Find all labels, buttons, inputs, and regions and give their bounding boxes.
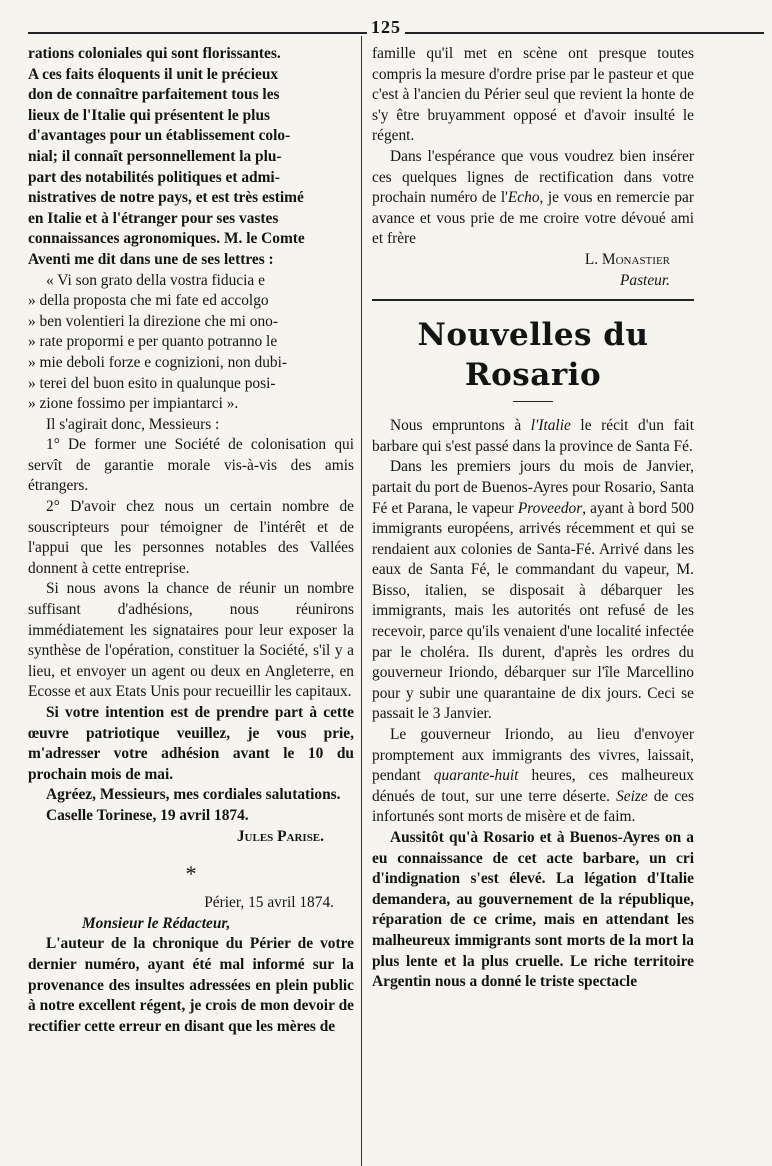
left-paragraph-5: Si nous avons la chance de réunir un nombre suffisant d'adhésions, nous réunirons immédiatement les signataires pour leur exposer la synthèse de l'opération, constituer la Société, s'il y a lieu, et envoyer un agent ou deux en Angleterre, en Ecosse et aux Etats Unis pour recueillir les capitaux. [28,580,354,701]
rosario-paragraph-3: Le gouverneur Iriondo, au lieu d'envoyer promptement aux immigrants des vivres, laissait, pendant quarante-huit heures, ces malheureux dénués de tout, sur une terre déserte. Seize de ces infortunés sont morts de misère et de faim. [372,726,695,826]
left-paragraph-4: 2° D'avoir chez nous un certain nombre de souscripteurs pour témoigner de l'intérêt et de l'appui que les personnes notables des Vallées donnent à cette entreprise. [28,498,354,577]
left-paragraph-8: L'auteur de la chronique du Périer de votre dernier numéro, ayant été mal informé sur la provenance des insultes adressées en plein public à notre excellent régent, je crois de mon devoir de rectifier cette erreur en disant que les mères de [28,935,354,1035]
letter-dateline: Périer, 15 avril 1874. [204,894,334,912]
left-paragraph-2: Il s'agirait donc, Messieurs : [46,415,220,433]
left-paragraph-1: rations coloniales qui sont florissantes. A ces faits éloquents il unit le précieux don de connaître parfaitement tous les lieux de l'Italie qui présentent le plus d'avantages pour un établissement colo- nial; il connaît personnellement la plu- part des notabilités politiques et admi- nistratives de notre pays, et est très estimé en Italie et à l'étranger pour ses vastes connaissances agronomiques. M. le Comte Aventi me dit dans une de ses lettres : [28,45,305,268]
signature-monastier: L. Monastier [584,250,670,268]
rosario-paragraph-1: Nous empruntons à l'Italie le récit d'un fait barbare qui s'est passé dans la province de Santa Fé. [372,417,694,455]
left-paragraph-6: Si votre intention est de prendre part à cette œuvre patriotique veuillez, je vous prie, m'adresser votre adhésion avant le 10 du prochain mois de mai. [28,704,354,783]
separator-star: * [185,861,197,887]
title-dash [513,401,553,402]
italian-quotation: « Vi son grato della vostra fiducia e » della proposta che mi fate ed accolgo » ben volentieri la direzione che mi ono- » rate propormi e per quanto potranno le » mie deboli forze e cognizioni, non dubi- » terei del buon esito in qualunque posi- » zione fossimo per impiantarci ». [28,271,288,413]
letter-salutation: Monsieur le Rédacteur, [82,914,231,932]
right-column [372,44,694,993]
left-column [28,44,354,1037]
section-title: Nouvelles du Rosario [417,317,649,394]
left-paragraph-3: 1° De former une Société de colonisation qui servît de garantie morale vis-à-vis des amis étrangers. [28,436,354,495]
page-number: 125 [0,17,772,38]
rosario-paragraph-4: Aussitôt qu'à Rosario et à Buenos-Ayres on a eu connaissance de cet acte barbare, un cri d'indignation s'est élevé. La légation d'Italie demandera, au gouvernement de la république, réparation de ce crime, mais en attendant les malheureux immigrants sont morts de la mort la plus lente et la plus cruelle. Le riche territoire Argentin nous a donné le triste spectacle [372,829,694,991]
dateline: Caselle Torinese, 19 avril 1874. [46,806,249,824]
right-paragraph-2: Dans l'espérance que vous voudrez bien insérer ces quelques lignes de rectification dans votre prochain numéro de l'Echo, je vous en remercie par avance et vous prie de me croire votre dévoué ami et frère [372,147,694,248]
rosario-paragraph-2: Dans les premiers jours du mois de Janvier, partait du port de Buenos-Ayres pour Rosario, Santa Fé et Parana, le vapeur Proveedor, ayant à bord 500 immigrants européens, arrivés récemment et qui se rendaient aux colonies de Santa-Fé. Arrivé dans les eaux de Santa Fé, le commandant du vapeur, M. Bisso, italien, se disposait à débarquer les immigrants, mais les autorités ont refusé de les recevoir, parce qu'ils venaient d'une localité infectée par le choléra. Ils durent, d'après les ordres du gouverneur Iriondo, débarquer sur l'île Marcellino pour y subir une quarantaine de dix jours. Ceci se passait le 3 Janvier. [372,458,694,723]
section-rule [372,299,694,301]
column-divider [361,36,362,1166]
left-paragraph-7: Agréez, Messieurs, mes cordiales salutations. [46,786,341,804]
signature-title: Pasteur. [619,271,670,289]
right-paragraph-1: famille qu'il met en scène ont presque toutes compris la mesure d'ordre prise par le pasteur et que c'est à l'ancien du Périer seul que revient la honte de s'y être bruyamment opposé et d'avoir insulté le régent. [372,45,694,145]
signature-parise: Jules Parise. [236,827,324,845]
